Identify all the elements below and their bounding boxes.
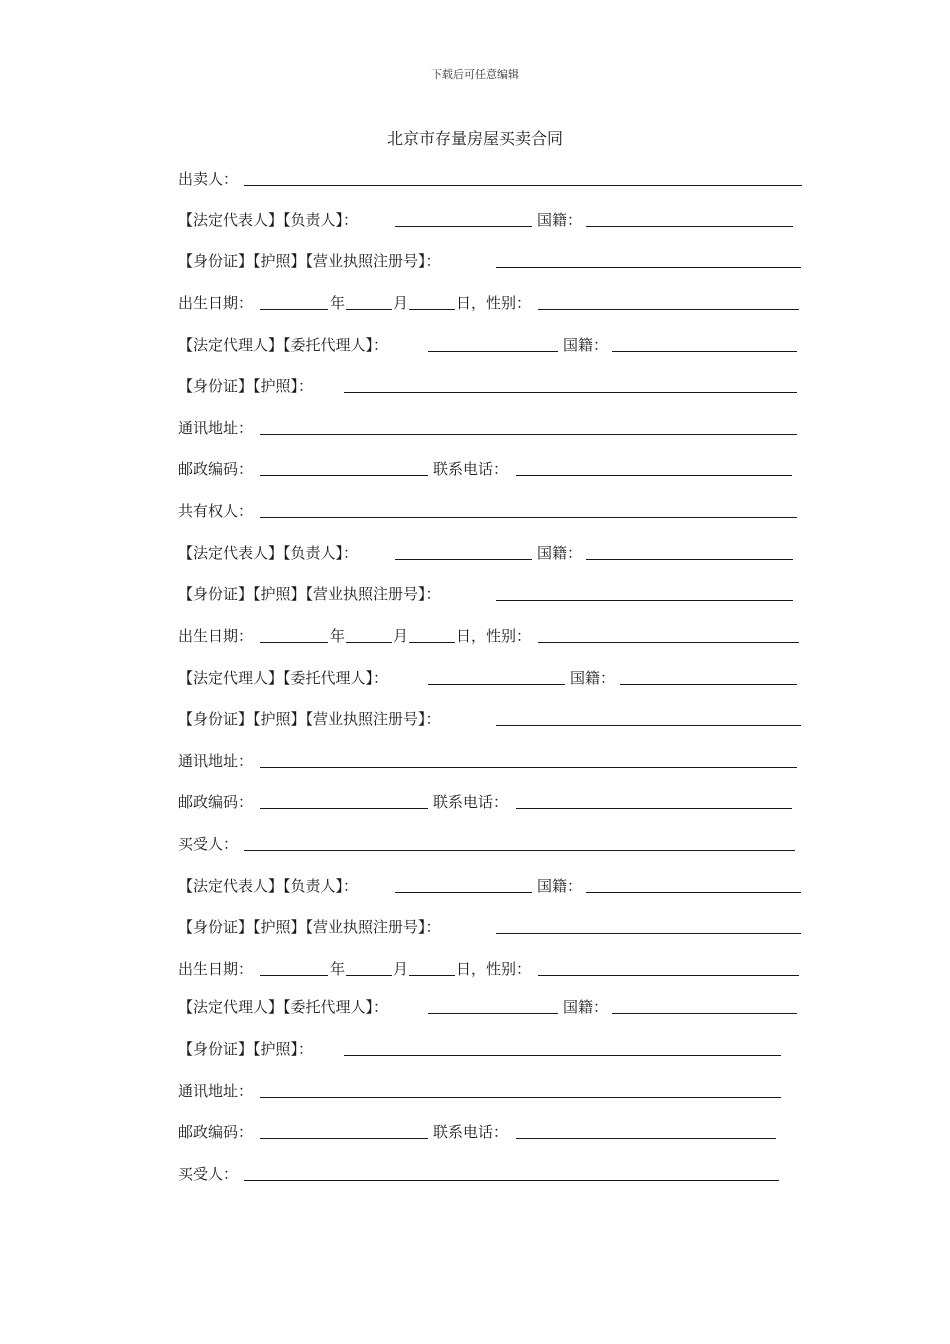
nationality-field[interactable] xyxy=(586,212,793,227)
nationality-label: 国籍： xyxy=(537,211,583,229)
nationality-label: 国籍： xyxy=(570,669,616,687)
id-number-field[interactable] xyxy=(496,586,793,601)
birth-day-field[interactable] xyxy=(409,961,455,976)
gender-field[interactable] xyxy=(538,628,799,643)
id-passport-license-label: 【身份证】【护照】【营业执照注册号】： xyxy=(178,918,441,936)
phone-label: 联系电话： xyxy=(433,1123,509,1141)
birth-year-field[interactable] xyxy=(260,295,328,310)
id-number-field[interactable] xyxy=(496,919,801,934)
seller-label: 出卖人： xyxy=(178,170,239,188)
buyer-field[interactable] xyxy=(244,836,795,851)
birth-month-field[interactable] xyxy=(346,961,392,976)
birth-month-field[interactable] xyxy=(346,628,392,643)
month-label: 月 xyxy=(393,294,409,312)
gender-field[interactable] xyxy=(538,961,799,976)
seller-field[interactable] xyxy=(244,171,802,186)
id-number-field[interactable] xyxy=(344,378,797,393)
legal-rep-field[interactable] xyxy=(395,878,532,893)
legal-rep-field[interactable] xyxy=(395,212,532,227)
id-number-field[interactable] xyxy=(344,1041,781,1056)
postcode-field[interactable] xyxy=(260,1124,428,1139)
postcode-field[interactable] xyxy=(260,461,428,476)
day-gender-label: 日，性别： xyxy=(456,627,532,645)
legal-rep-field[interactable] xyxy=(395,545,532,560)
nationality-field[interactable] xyxy=(612,337,797,352)
day-gender-label: 日，性别： xyxy=(456,294,532,312)
legal-rep-label: 【法定代表人】【负责人】： xyxy=(178,877,359,895)
birth-year-field[interactable] xyxy=(260,961,328,976)
address-label: 通讯地址： xyxy=(178,1082,254,1100)
buyer-label: 买受人： xyxy=(178,835,239,853)
buyer-field[interactable] xyxy=(244,1166,779,1181)
nationality-field[interactable] xyxy=(612,999,797,1014)
id-passport-license-label: 【身份证】【护照】【营业执照注册号】： xyxy=(178,585,441,603)
phone-label: 联系电话： xyxy=(433,460,509,478)
agent-field[interactable] xyxy=(428,999,558,1014)
legal-rep-label: 【法定代表人】【负责人】： xyxy=(178,211,359,229)
agent-field[interactable] xyxy=(428,670,565,685)
nationality-field[interactable] xyxy=(620,670,797,685)
address-label: 通讯地址： xyxy=(178,419,254,437)
buyer-label: 买受人： xyxy=(178,1165,239,1183)
month-label: 月 xyxy=(393,627,409,645)
id-passport-label: 【身份证】【护照】： xyxy=(178,377,314,395)
agent-label: 【法定代理人】【委托代理人】： xyxy=(178,669,389,687)
postcode-label: 邮政编码： xyxy=(178,793,254,811)
birth-date-label: 出生日期： xyxy=(178,294,254,312)
nationality-label: 国籍： xyxy=(563,998,609,1016)
id-passport-label: 【身份证】【护照】： xyxy=(178,1040,314,1058)
address-label: 通讯地址： xyxy=(178,752,254,770)
postcode-label: 邮政编码： xyxy=(178,1123,254,1141)
gender-field[interactable] xyxy=(538,295,799,310)
nationality-label: 国籍： xyxy=(537,877,583,895)
nationality-field[interactable] xyxy=(586,878,801,893)
id-number-field[interactable] xyxy=(496,253,801,268)
year-label: 年 xyxy=(330,294,346,312)
birth-day-field[interactable] xyxy=(409,628,455,643)
agent-label: 【法定代理人】【委托代理人】： xyxy=(178,998,389,1016)
day-gender-label: 日，性别： xyxy=(456,960,532,978)
phone-field[interactable] xyxy=(516,794,792,809)
nationality-label: 国籍： xyxy=(537,544,583,562)
birth-date-label: 出生日期： xyxy=(178,960,254,978)
header-note: 下载后可任意编辑 xyxy=(431,68,519,81)
phone-field[interactable] xyxy=(516,461,792,476)
co-owner-label: 共有权人： xyxy=(178,502,254,520)
address-field[interactable] xyxy=(260,753,797,768)
nationality-field[interactable] xyxy=(586,545,793,560)
agent-label: 【法定代理人】【委托代理人】： xyxy=(178,336,389,354)
birth-day-field[interactable] xyxy=(409,295,455,310)
co-owner-field[interactable] xyxy=(260,503,797,518)
month-label: 月 xyxy=(393,960,409,978)
document-title: 北京市存量房屋买卖合同 xyxy=(386,129,563,148)
id-passport-license-label: 【身份证】【护照】【营业执照注册号】： xyxy=(178,710,441,728)
year-label: 年 xyxy=(330,627,346,645)
address-field[interactable] xyxy=(260,420,797,435)
id-passport-license-label: 【身份证】【护照】【营业执照注册号】： xyxy=(178,252,441,270)
nationality-label: 国籍： xyxy=(563,336,609,354)
birth-month-field[interactable] xyxy=(346,295,392,310)
address-field[interactable] xyxy=(260,1083,781,1098)
phone-label: 联系电话： xyxy=(433,793,509,811)
id-number-field[interactable] xyxy=(496,711,801,726)
phone-field[interactable] xyxy=(516,1124,776,1139)
agent-field[interactable] xyxy=(428,337,558,352)
year-label: 年 xyxy=(330,960,346,978)
postcode-field[interactable] xyxy=(260,794,428,809)
birth-date-label: 出生日期： xyxy=(178,627,254,645)
birth-year-field[interactable] xyxy=(260,628,328,643)
postcode-label: 邮政编码： xyxy=(178,460,254,478)
legal-rep-label: 【法定代表人】【负责人】： xyxy=(178,544,359,562)
